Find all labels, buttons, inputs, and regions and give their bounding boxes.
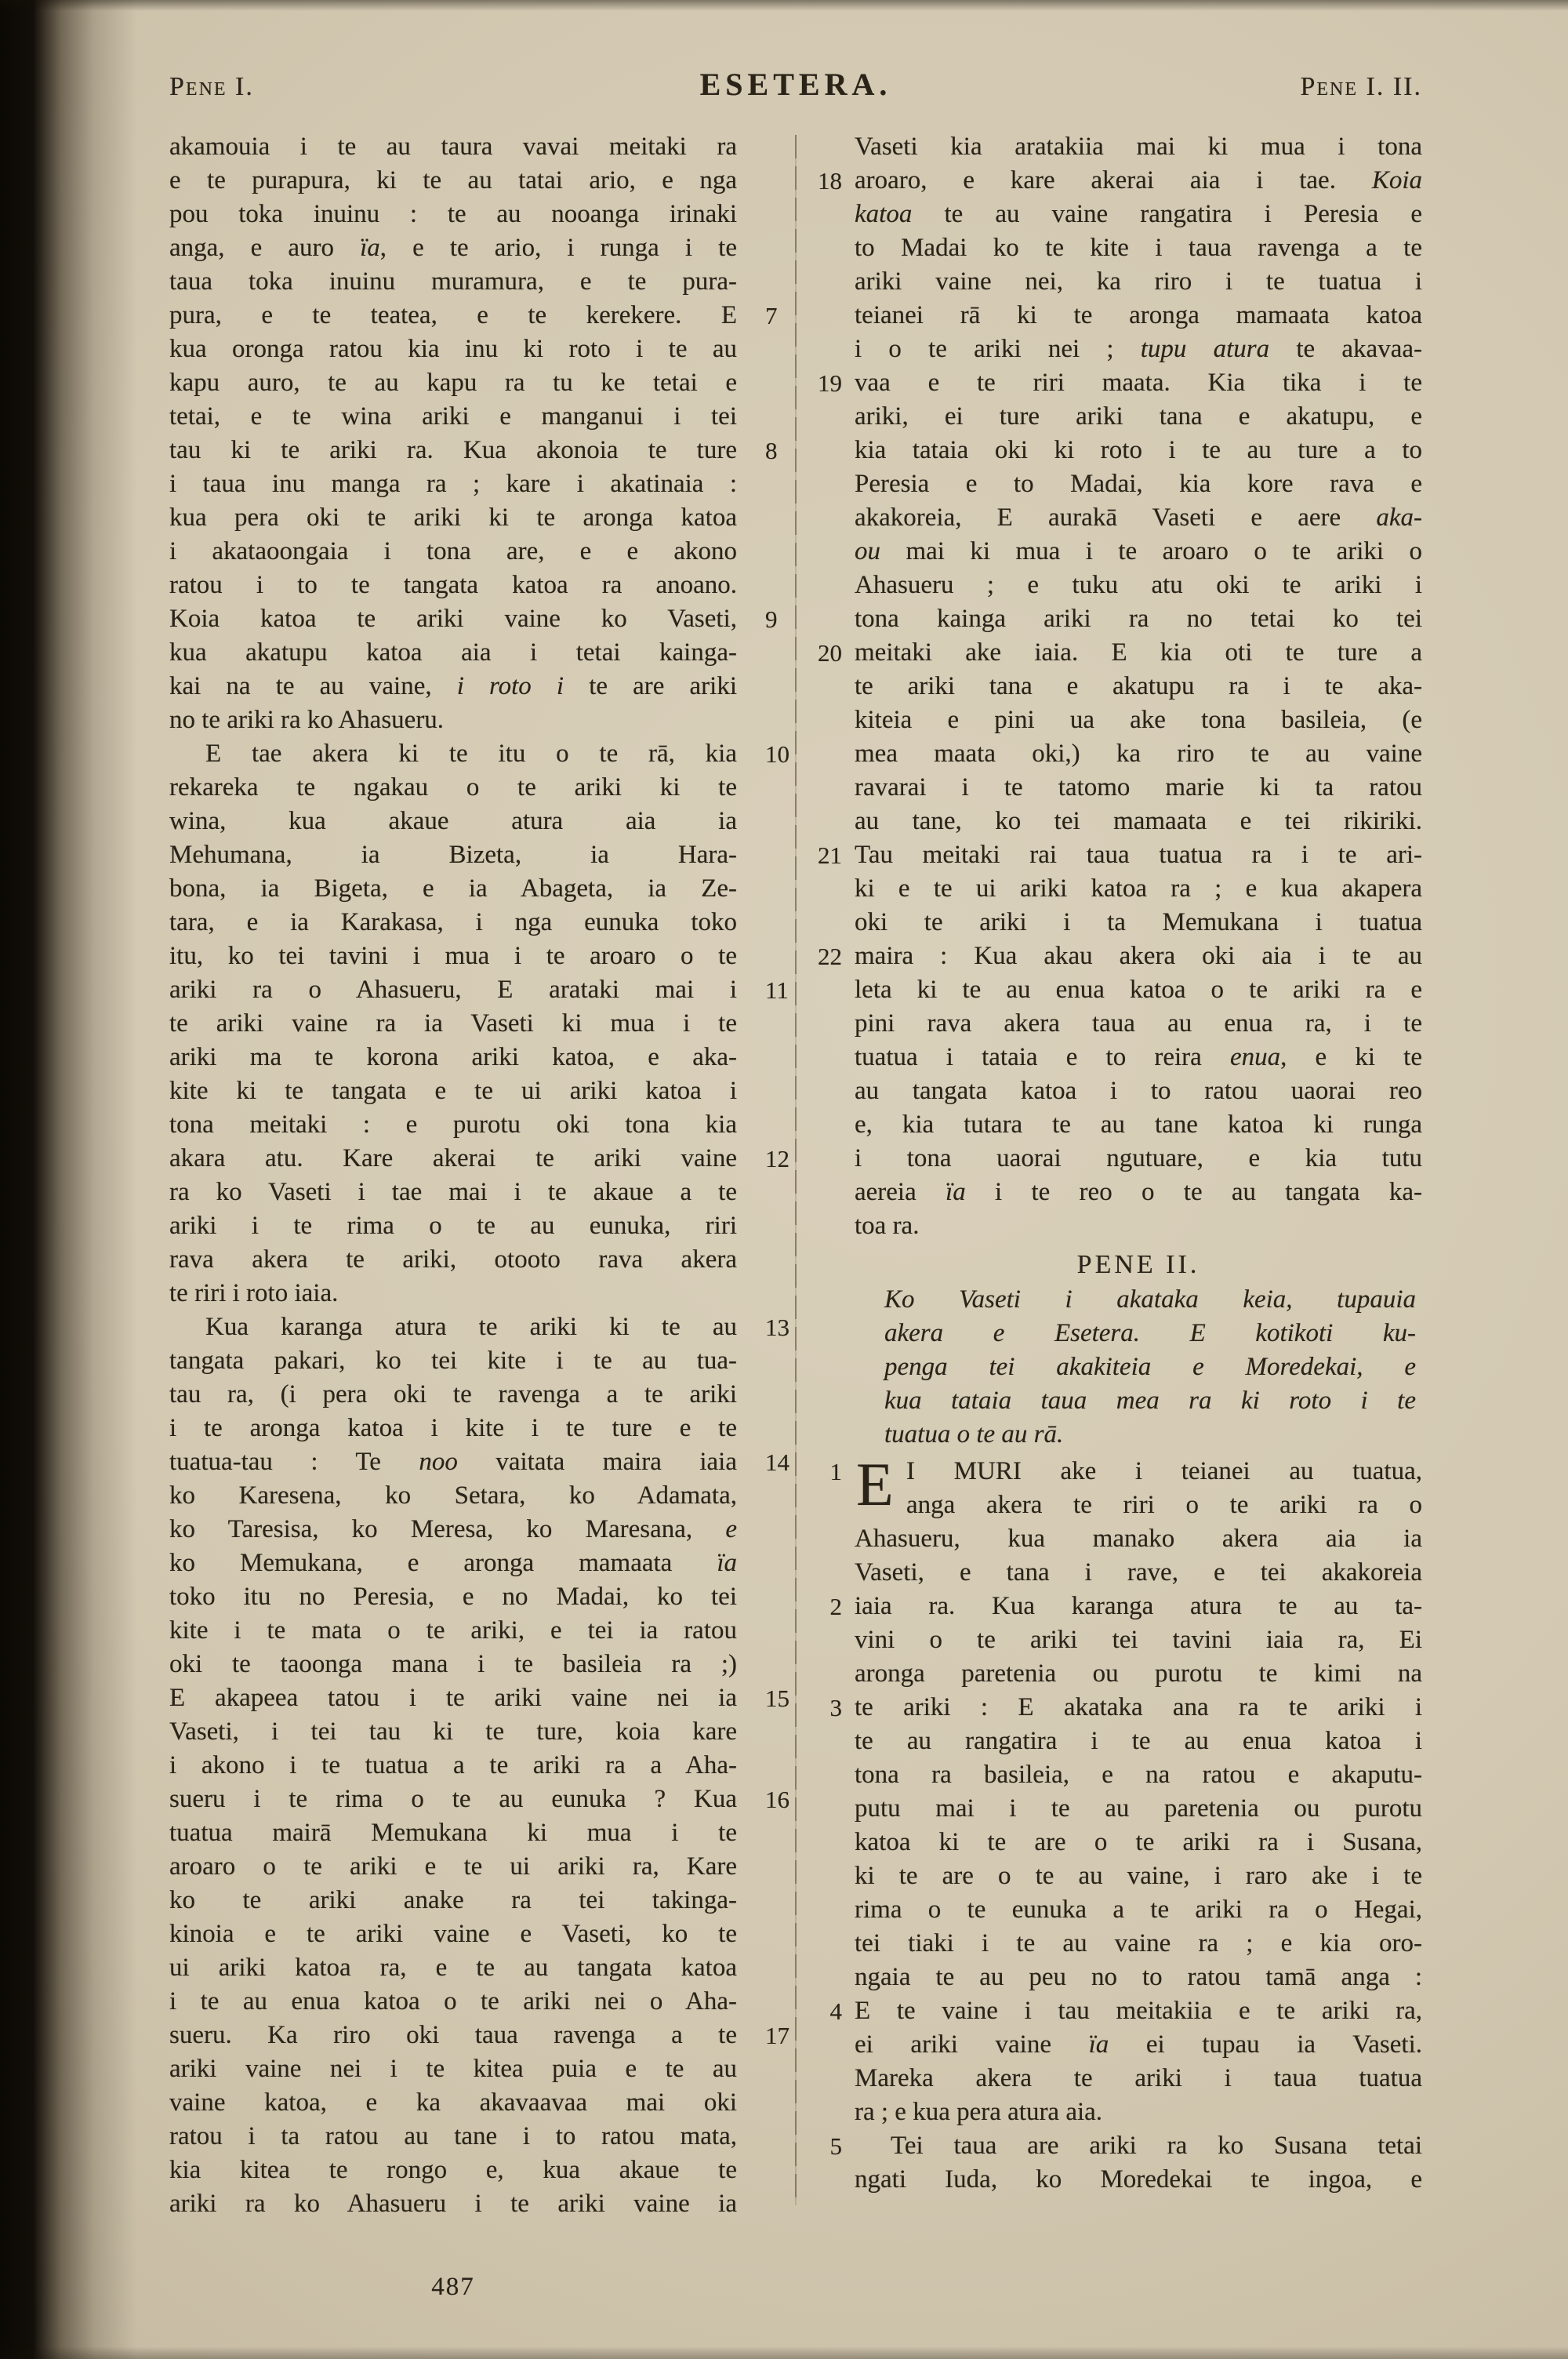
verse-number: 4 — [829, 1997, 842, 2025]
text-line — [169, 299, 778, 333]
line-text: ki te are o te au vaine, i raro ake i te — [855, 1862, 1422, 1890]
line-text: rima o te eunuka a te ariki ra o Hegai, — [855, 1896, 1422, 1924]
line-text: Mehumana, ia Bizeta, ia Hara- — [169, 841, 737, 869]
verse-number: 12 — [765, 1145, 789, 1172]
text-line — [818, 366, 1422, 400]
line-text: no te ariki ra ko Ahasueru. — [169, 706, 445, 734]
verse-number: 1 — [829, 1458, 842, 1485]
text-line — [169, 1850, 737, 1884]
line-text: vini o te ariki tei tavini iaia ra, Ei — [855, 1626, 1422, 1654]
text-line — [169, 771, 737, 805]
line-text: itu, ko tei tavini i mua i te aroaro o te — [169, 942, 737, 970]
line-text: pou toka inuinu : te au nooanga irinaki — [169, 200, 737, 228]
line-text: te riri i roto iaia. — [169, 1279, 339, 1307]
line-text: kai na te au vaine, i roto i te are ariki — [169, 672, 737, 700]
line-text: ko Taresisa, ko Meresa, ko Maresana, e — [169, 1515, 737, 1543]
text-line — [169, 535, 737, 569]
line-text: ariki ra o Ahasueru, E arataki mai i — [169, 976, 737, 1004]
text-line — [855, 1074, 1422, 1108]
right-column — [818, 130, 1423, 2197]
line-text: Kua karanga atura te ariki ki te au — [205, 1313, 737, 1341]
chapter-summary-line — [855, 1350, 1422, 1384]
line-text: rekareka te ngakau o te ariki ki te — [169, 773, 737, 801]
text-line — [169, 1445, 789, 1479]
text-line — [169, 1547, 737, 1580]
text-line — [855, 906, 1422, 940]
line-text: bona, ia Bigeta, e ia Abageta, ia Ze- — [169, 874, 737, 903]
text-line — [855, 1142, 1422, 1176]
line-text: ravarai i te tatomo marie ki ta ratou — [855, 773, 1422, 801]
line-text: kua oronga ratou kia inu ki roto i te au — [169, 335, 737, 363]
text-line — [855, 2028, 1422, 2062]
line-text: iaia ra. Kua karanga atura te au ta- — [855, 1592, 1422, 1620]
line-text: Ahasueru, kua manako akera aia ia — [855, 1525, 1422, 1553]
text-line — [169, 1513, 737, 1547]
verse-number: 3 — [829, 1694, 842, 1721]
line-text: pini rava akera taua au enua ra, i te — [855, 1009, 1422, 1038]
line-text: i tona uaorai ngutuare, e kia tutu — [855, 1144, 1422, 1172]
line-text: Peresia e to Madai, kia kore rava e — [855, 470, 1422, 498]
line-text: e te purapura, ki te au tatai ario, e nga — [169, 166, 737, 194]
line-text: aroaro o te ariki e te ui ariki ra, Kare — [169, 1852, 737, 1881]
text-line — [855, 1041, 1422, 1074]
text-line — [855, 299, 1422, 333]
text-line — [855, 1623, 1422, 1657]
line-text: kite ki te tangata e te ui ariki katoa i — [169, 1077, 737, 1105]
text-line — [855, 1108, 1422, 1142]
line-text: ngaia te au peu no to ratou tamā anga : — [855, 1963, 1422, 1991]
text-line — [829, 2129, 1422, 2163]
text-line — [169, 1142, 789, 1176]
verse-number: 18 — [818, 167, 842, 194]
text-line — [855, 1209, 1422, 1243]
line-text: meitaki ake iaia. E kia oti te ture a — [855, 638, 1422, 667]
text-line — [169, 501, 737, 535]
page-number: 487 — [431, 2273, 475, 2301]
line-text: Mareka akera te ariki i taua tuatua — [855, 2064, 1422, 2092]
text-line — [169, 838, 737, 872]
text-line — [855, 1826, 1422, 1859]
line-text: vaine katoa, e ka akavaavaa mai oki — [169, 2088, 737, 2117]
text-line — [855, 1893, 1422, 1927]
line-text: ariki i te rima o te au eunuka, riri — [169, 1212, 737, 1240]
line-text: kapu auro, te au kapu ra tu ke tetai e — [169, 369, 737, 397]
line-text: ko Karesena, ko Setara, ko Adamata, — [169, 1481, 737, 1510]
text-line — [169, 805, 737, 838]
text-line — [855, 467, 1422, 501]
text-line — [818, 940, 1422, 973]
line-text: akakoreia, E aurakā Vaseti e aere aka- — [855, 503, 1422, 532]
text-line — [169, 569, 737, 602]
text-line — [169, 737, 789, 771]
line-text: katoa ki te are o te ariki ra i Susana, — [855, 1828, 1422, 1856]
line-text: kia tataia oki ki roto i te au ture a to — [855, 436, 1422, 464]
text-line — [169, 1243, 737, 1277]
text-line — [169, 1816, 737, 1850]
text-line — [169, 1681, 789, 1715]
text-line — [855, 1522, 1422, 1556]
text-line — [169, 1041, 737, 1074]
line-text: i te au enua katoa o te ariki nei o Aha- — [169, 1987, 737, 2016]
verse-number: 10 — [765, 740, 789, 768]
verse-number: 21 — [818, 841, 842, 869]
line-text: ko te ariki anake ra tei takinga- — [169, 1886, 737, 1914]
line-text: tuatua mairā Memukana ki mua i te — [169, 1819, 737, 1847]
line-text: ra ; e kua pera atura aia. — [855, 2098, 1103, 2126]
verse-number: 11 — [765, 976, 789, 1004]
verse-number: 17 — [765, 2022, 789, 2049]
line-text: tona meitaki : e purotu oki tona kia — [169, 1110, 737, 1139]
line-text: Ahasueru ; e tuku atu oki te ariki i — [855, 571, 1422, 599]
text-line — [855, 569, 1422, 602]
text-line — [169, 1007, 737, 1041]
line-text: penga tei akakiteia e Moredekai, e — [884, 1353, 1416, 1381]
line-text: akara atu. Kare akerai te ariki vaine — [169, 1144, 737, 1172]
verse-number: 8 — [765, 437, 778, 464]
verse-number: 9 — [765, 605, 778, 633]
text-line — [169, 1951, 737, 1985]
line-text: tangata pakari, ko tei kite i te au tua- — [169, 1347, 737, 1375]
text-line — [855, 2062, 1422, 2095]
text-line — [855, 130, 1422, 164]
text-line — [169, 1412, 737, 1445]
text-line — [169, 434, 778, 467]
line-text: au tane, ko tei mamaata e tei rikiriki. — [855, 807, 1422, 835]
text-line — [855, 1007, 1422, 1041]
text-line — [169, 1614, 737, 1648]
line-text: ra ko Vaseti i tae mai i te akaue a te — [169, 1178, 737, 1206]
text-line — [855, 1792, 1422, 1826]
text-line — [169, 2187, 737, 2221]
line-text: aereia ïa i te reo o te au tangata ka- — [855, 1178, 1423, 1206]
text-line — [855, 1176, 1422, 1209]
line-text: E te vaine i tau meitakiia e te ariki ra, — [855, 1997, 1422, 2025]
line-text: to Madai ko te kite i taua ravenga a te — [855, 234, 1422, 262]
text-line — [855, 231, 1422, 265]
text-line — [855, 434, 1422, 467]
text-line — [855, 400, 1422, 434]
line-text: te au rangatira i te au enua katoa i — [855, 1727, 1422, 1755]
text-line — [855, 1657, 1422, 1691]
verse-number: 2 — [829, 1593, 842, 1620]
line-text: toko itu no Peresia, e no Madai, ko tei — [169, 1583, 737, 1611]
drop-cap-initial: E — [856, 1450, 894, 1518]
text-line — [169, 670, 737, 703]
line-text: sueru i te rima o te au eunuka ? Kua — [169, 1785, 737, 1813]
text-line — [169, 2052, 737, 2086]
line-text: kua akatupu katoa aia i tetai kainga- — [169, 638, 737, 667]
text-line — [829, 1590, 1422, 1623]
text-line — [855, 1961, 1422, 1994]
verse-number: 7 — [765, 302, 778, 329]
text-line — [169, 1344, 737, 1378]
line-text: Tau meitaki rai taua tuatua ra i te ari- — [855, 841, 1422, 869]
verse-number: 20 — [818, 639, 842, 667]
line-text: E tae akera ki te itu o te rā, kia — [205, 740, 737, 768]
line-text: katoa te au vaine rangatira i Peresia e — [855, 200, 1422, 228]
text-line — [855, 1488, 1422, 1522]
left-column — [169, 130, 789, 2221]
line-text: ngati Iuda, ko Moredekai te ingoa, e — [855, 2165, 1422, 2194]
text-line — [169, 906, 737, 940]
line-text: i akono i te tuatua a te ariki ra a Aha- — [169, 1751, 737, 1779]
line-text: Ko Vaseti i akataka keia, tupauia — [884, 1285, 1416, 1314]
book-title: ESETERA. — [699, 67, 892, 102]
line-text: Vaseti, i tei tau ki te ture, koia kare — [169, 1717, 737, 1746]
line-text: i akataoongaia i tona are, e e akono — [169, 537, 737, 565]
text-line — [855, 501, 1422, 535]
line-text: I MURI ake i teianei au tuatua, — [906, 1457, 1422, 1485]
text-line — [855, 737, 1422, 771]
line-text: kiteia e pini ua ake tona basileia, (e — [855, 706, 1422, 734]
text-line — [169, 198, 737, 231]
text-line — [855, 1758, 1422, 1792]
line-text: mea maata oki,) ka riro te au vaine — [855, 740, 1422, 768]
line-text: Vaseti kia aratakiia mai ki mua i tona — [855, 133, 1422, 161]
line-text: toa ra. — [855, 1212, 920, 1240]
text-line — [169, 1884, 737, 1917]
line-text: maira : Kua akau akera oki aia i te au — [855, 942, 1422, 970]
text-line — [855, 198, 1422, 231]
line-text: i taua inu manga ra ; kare i akatinaia : — [169, 470, 737, 498]
page-bottom-edge — [0, 2346, 1568, 2359]
line-text: E akapeea tatou i te ariki vaine nei ia — [169, 1684, 737, 1712]
chapter-heading — [855, 1248, 1422, 1281]
text-line — [169, 1648, 737, 1681]
book-binding-shadow — [0, 0, 137, 2359]
text-line — [818, 838, 1422, 872]
text-line — [855, 703, 1422, 737]
line-text: PENE II. — [1076, 1250, 1200, 1279]
text-line — [169, 467, 737, 501]
line-text: kinoia e te ariki vaine e Vaseti, ko te — [169, 1920, 737, 1948]
running-head-left: Pene I. — [169, 72, 254, 101]
text-line — [818, 636, 1422, 670]
text-line — [829, 1994, 1422, 2028]
text-line — [169, 1310, 789, 1344]
text-line — [169, 1176, 737, 1209]
line-text: tona kainga ariki ra no tetai ko tei — [855, 605, 1422, 633]
line-text: rava akera te ariki, otooto rava akera — [169, 1245, 737, 1274]
line-text: tuatua-tau : Te noo vaitata maira iaia — [169, 1448, 737, 1476]
running-head — [169, 66, 1422, 103]
line-text: ei ariki vaine ïa ei tupau ia Vaseti. — [855, 2030, 1422, 2059]
text-line — [855, 670, 1422, 703]
text-line — [169, 1108, 737, 1142]
line-text: tetai, e te wina ariki e manganui i tei — [169, 402, 737, 431]
text-line — [169, 636, 737, 670]
text-line — [169, 1580, 737, 1614]
line-text: ariki vaine nei, ka riro i te tuatua i — [855, 267, 1422, 296]
text-line — [169, 872, 737, 906]
text-line — [169, 703, 737, 737]
line-text: tau ra, (i pera oki te ravenga a te ariki — [169, 1380, 737, 1408]
text-line — [169, 1209, 737, 1243]
text-line — [855, 2163, 1422, 2197]
line-text: leta ki te au enua katoa o te ariki ra e — [855, 976, 1422, 1004]
text-line — [855, 771, 1422, 805]
text-line — [169, 1749, 737, 1783]
line-text: Koia katoa te ariki vaine ko Vaseti, — [169, 605, 737, 633]
line-text: kite i te mata o te ariki, e tei ia ratou — [169, 1616, 737, 1645]
text-line — [169, 2120, 737, 2154]
text-line — [169, 1985, 737, 2019]
text-line — [169, 1479, 737, 1513]
text-line — [169, 333, 737, 366]
text-line — [169, 400, 737, 434]
line-text: aroaro, e kare akerai aia i tae. Koia — [855, 166, 1422, 194]
verse-number: 16 — [765, 1786, 789, 1813]
line-text: te ariki vaine ra ia Vaseti ki mua i te — [169, 1009, 737, 1038]
line-text: aronga paretenia ou purotu te kimi na — [855, 1659, 1422, 1688]
line-text: oki te ariki i ta Memukana i tuatua — [855, 908, 1422, 936]
line-text: te ariki tana e akatupu ra i te aka- — [855, 672, 1422, 700]
text-line — [169, 366, 737, 400]
text-line — [829, 1691, 1422, 1725]
line-text: akera e Esetera. E kotikoti ku- — [884, 1319, 1416, 1347]
line-text: pura, e te teatea, e te kerekere. E — [169, 301, 737, 329]
verse-number: 13 — [765, 1314, 789, 1341]
line-text: ui ariki katoa ra, e te au tangata katoa — [169, 1954, 737, 1982]
line-text: tei tiaki i te au vaine ra ; e kia oro- — [855, 1929, 1422, 1957]
text-line — [169, 265, 737, 299]
line-text: tuatua o te au rā. — [884, 1420, 1064, 1448]
text-line — [855, 805, 1422, 838]
line-text: ou mai ki mua i te aroaro o te ariki o — [855, 537, 1422, 565]
line-text: tara, e ia Karakasa, i nga eunuka toko — [169, 908, 737, 936]
line-text: e, kia tutara te au tane katoa ki runga — [855, 1110, 1422, 1139]
line-text: kua tataia taua mea ra ki roto i te — [884, 1387, 1416, 1415]
line-text: ratou i to te tangata katoa ra anoano. — [169, 571, 737, 599]
text-line — [169, 2019, 789, 2052]
line-text: ariki ra ko Ahasueru i te ariki vaine ia — [169, 2190, 737, 2218]
line-text: tona ra basileia, e na ratou e akaputu- — [855, 1761, 1422, 1789]
text-line — [169, 164, 737, 198]
text-line — [818, 164, 1422, 198]
line-text: kua pera oki te ariki ki te aronga katoa — [169, 503, 737, 532]
text-line — [169, 973, 789, 1007]
text-line — [855, 872, 1422, 906]
text-line — [169, 1715, 737, 1749]
line-text: taua toka inuinu muramura, e te pura- — [169, 267, 737, 296]
line-text: ariki vaine nei i te kitea puia e te au — [169, 2055, 737, 2083]
line-text: au tangata katoa i to ratou uaorai reo — [855, 1077, 1422, 1105]
text-line — [169, 1074, 737, 1108]
verse-number: 22 — [818, 943, 842, 970]
line-text: anga, e auro ïa, e te ario, i runga i te — [169, 234, 737, 262]
chapter-summary-line — [855, 1418, 1422, 1452]
line-text: akamouia i te au taura vavai meitaki ra — [169, 133, 737, 161]
line-text: te ariki : E akataka ana ra te ariki i — [855, 1693, 1422, 1721]
text-line — [855, 1859, 1422, 1893]
line-text: Tei taua are ariki ra ko Susana tetai — [891, 2132, 1422, 2160]
verse-number: 19 — [818, 369, 842, 397]
text-line — [169, 2154, 737, 2187]
text-line — [169, 1917, 737, 1951]
line-text: tuatua i tataia e to reira enua, e ki te — [855, 1043, 1422, 1071]
line-text: wina, kua akaue atura aia ia — [169, 807, 737, 835]
line-text: sueru. Ka riro oki taua ravenga a te — [169, 2021, 737, 2049]
line-text: anga akera te riri o te ariki ra o — [906, 1491, 1422, 1519]
line-text: ariki ma te korona ariki katoa, e aka- — [169, 1043, 737, 1071]
text-line — [855, 602, 1422, 636]
line-text: ariki, ei ture ariki tana e akatupu, e — [855, 402, 1422, 431]
verse-number: 15 — [765, 1685, 789, 1712]
line-text: putu mai i te au paretenia ou purotu — [855, 1794, 1422, 1823]
text-line — [169, 602, 778, 636]
verse-number: 5 — [829, 2132, 842, 2160]
text-line — [855, 1556, 1422, 1590]
line-text: ki e te ui ariki katoa ra ; e kua akapera — [855, 874, 1422, 903]
text-line — [169, 1378, 737, 1412]
chapter-summary-line — [855, 1283, 1422, 1317]
text-line — [169, 130, 737, 164]
line-text: oki te taoonga mana i te basileia ra ;) — [169, 1650, 737, 1678]
text-line — [855, 333, 1422, 366]
column-divider-rule — [795, 135, 797, 2205]
text-line — [169, 940, 737, 973]
running-head-right: Pene I. II. — [1300, 72, 1422, 101]
text-line — [855, 1725, 1422, 1758]
line-text: ratou i ta ratou au tane i to ratou mata, — [169, 2122, 737, 2150]
line-text: ko Memukana, e aronga mamaata ïa — [169, 1549, 737, 1577]
line-text: kia kitea te rongo e, kua akaue te — [169, 2156, 737, 2184]
verse-number: 14 — [765, 1448, 789, 1476]
text-line — [855, 2095, 1422, 2129]
text-line — [169, 1783, 789, 1816]
text-line — [855, 1927, 1422, 1961]
page-top-edge — [0, 0, 1568, 11]
text-line — [169, 1277, 737, 1310]
line-text: teianei rā ki te aronga mamaata katoa — [855, 301, 1422, 329]
text-line — [855, 265, 1422, 299]
chapter-summary-line — [855, 1384, 1422, 1418]
line-text: Vaseti, e tana i rave, e tei akakoreia — [855, 1558, 1422, 1587]
text-line — [169, 231, 737, 265]
chapter-summary-line — [855, 1317, 1422, 1350]
line-text: vaa e te riri maata. Kia tika i te — [855, 369, 1422, 397]
text-line — [855, 973, 1422, 1007]
line-text: i te aronga katoa i kite i te ture e te — [169, 1414, 737, 1442]
line-text: i o te ariki nei ; tupu atura te akavaa- — [855, 335, 1422, 363]
text-line — [855, 535, 1422, 569]
text-line — [169, 2086, 737, 2120]
line-text: tau ki te ariki ra. Kua akonoia te ture — [169, 436, 737, 464]
